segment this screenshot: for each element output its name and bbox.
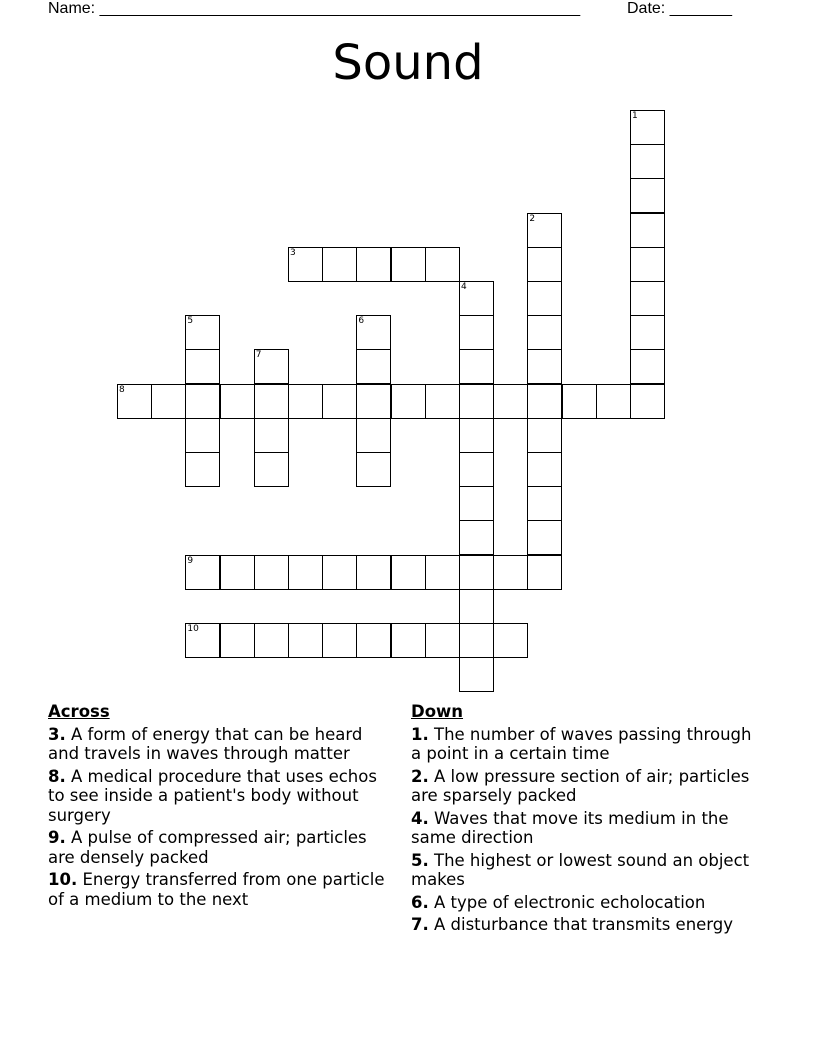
crossword-cell[interactable] — [630, 281, 665, 316]
crossword-cell[interactable] — [630, 178, 665, 213]
clue-number: 10. — [48, 870, 78, 889]
clue-number: 6. — [411, 892, 429, 912]
crossword-cell[interactable] — [493, 384, 528, 419]
crossword-cell[interactable] — [356, 384, 391, 419]
crossword-cell[interactable] — [459, 520, 494, 555]
clue-down-1 — [411, 725, 761, 764]
crossword-cell[interactable] — [527, 247, 562, 282]
crossword-cell[interactable] — [185, 349, 220, 384]
clue-text: A type of electronic echolocation — [434, 892, 706, 912]
crossword-cell[interactable] — [630, 110, 665, 145]
crossword-cell[interactable] — [527, 384, 562, 419]
crossword-cell[interactable] — [391, 384, 426, 419]
crossword-cell[interactable] — [254, 555, 289, 590]
crossword-cell[interactable] — [459, 452, 494, 487]
crossword-cell[interactable] — [185, 384, 220, 419]
crossword-cell[interactable] — [391, 247, 426, 282]
crossword-cell[interactable] — [562, 384, 597, 419]
crossword-cell[interactable] — [254, 452, 289, 487]
crossword-cell[interactable] — [185, 555, 220, 590]
clue-across-8 — [48, 767, 393, 826]
crossword-cell[interactable] — [459, 555, 494, 590]
clue-text: A medical procedure that uses echos to see inside a patient's body without surgery — [48, 766, 377, 825]
crossword-cell[interactable] — [459, 486, 494, 521]
crossword-cell[interactable] — [288, 247, 323, 282]
clue-text: The number of waves passing through a point in a certain time — [411, 724, 752, 763]
clue-down-6 — [411, 893, 761, 913]
crossword-cell[interactable] — [185, 418, 220, 453]
crossword-cell[interactable] — [151, 384, 186, 419]
crossword-cell[interactable] — [527, 418, 562, 453]
crossword-cell[interactable] — [527, 281, 562, 316]
clue-text: The highest or lowest sound an object makes — [411, 850, 750, 889]
clue-number: 5. — [411, 850, 429, 870]
crossword-cell[interactable] — [220, 555, 255, 590]
clue-across-10 — [48, 870, 393, 909]
crossword-cell[interactable] — [185, 315, 220, 350]
crossword-cell[interactable] — [288, 623, 323, 658]
crossword-cell[interactable] — [425, 555, 460, 590]
crossword-cell[interactable] — [117, 384, 152, 419]
cell-number: 8 — [119, 384, 125, 395]
crossword-cell[interactable] — [356, 349, 391, 384]
crossword-cell[interactable] — [630, 247, 665, 282]
crossword-cell[interactable] — [288, 384, 323, 419]
crossword-cell[interactable] — [356, 452, 391, 487]
crossword-cell[interactable] — [493, 623, 528, 658]
clues-across-section — [48, 702, 393, 912]
cell-number: 2 — [529, 213, 536, 224]
crossword-cell[interactable] — [322, 384, 357, 419]
crossword-cell[interactable] — [356, 623, 391, 658]
clue-down-4 — [411, 809, 761, 848]
down-heading: Down — [411, 702, 464, 721]
cell-number: 4 — [461, 282, 467, 292]
crossword-cell[interactable] — [459, 315, 494, 350]
cell-number: 7 — [255, 350, 262, 361]
clue-number: 9. — [48, 828, 66, 847]
crossword-cell[interactable] — [527, 315, 562, 350]
crossword-cell[interactable] — [459, 349, 494, 384]
date-field[interactable]: Date: _______ — [627, 0, 732, 17]
crossword-cell[interactable] — [322, 555, 357, 590]
crossword-cell[interactable] — [254, 418, 289, 453]
crossword-cell[interactable] — [254, 623, 289, 658]
crossword-cell[interactable] — [527, 520, 562, 555]
crossword-cell[interactable] — [322, 247, 357, 282]
crossword-cell[interactable] — [356, 247, 391, 282]
crossword-cell[interactable] — [459, 384, 494, 419]
crossword-cell[interactable] — [527, 349, 562, 384]
name-field[interactable]: Name: ______________________________________________________ — [48, 0, 581, 17]
clue-number: 1. — [411, 724, 429, 744]
crossword-cell[interactable] — [288, 555, 323, 590]
crossword-cell[interactable] — [254, 384, 289, 419]
clue-down-7 — [411, 915, 761, 935]
crossword-cell[interactable] — [630, 144, 665, 179]
cell-number: 5 — [187, 316, 194, 327]
clue-text: Waves that move its medium in the same direction — [411, 808, 729, 847]
crossword-cell[interactable] — [356, 315, 391, 350]
crossword-cell[interactable] — [459, 418, 494, 453]
clue-down-5 — [411, 851, 761, 890]
cell-number: 9 — [187, 555, 194, 566]
crossword-cell[interactable] — [527, 452, 562, 487]
crossword-cell[interactable] — [527, 486, 562, 521]
crossword-cell[interactable] — [459, 657, 494, 692]
crossword-cell[interactable] — [630, 315, 665, 350]
crossword-cell[interactable] — [185, 623, 220, 658]
crossword-cell[interactable] — [459, 281, 494, 316]
crossword-cell[interactable] — [425, 384, 460, 419]
cell-number: 1 — [632, 111, 638, 121]
clue-text: A low pressure section of air; particles are sparsely packed — [411, 766, 750, 805]
clue-number: 4. — [411, 808, 429, 828]
crossword-cell[interactable] — [596, 384, 631, 419]
cell-number: 10 — [187, 624, 199, 634]
clue-text: A form of energy that can be heard and travels in waves through matter — [48, 724, 363, 763]
crossword-cell[interactable] — [391, 555, 426, 590]
clue-down-2 — [411, 767, 761, 806]
crossword-cell[interactable] — [425, 247, 460, 282]
crossword-cell[interactable] — [185, 452, 220, 487]
crossword-cell[interactable] — [322, 623, 357, 658]
clue-number: 3. — [48, 724, 66, 744]
crossword-cell[interactable] — [254, 349, 289, 384]
clue-text: A pulse of compressed air; particles are densely packed — [48, 828, 367, 867]
clue-number: 7. — [411, 915, 429, 934]
cell-number: 6 — [358, 316, 365, 327]
clue-number: 8. — [48, 766, 66, 786]
crossword-cell[interactable] — [356, 555, 391, 590]
crossword-cell[interactable] — [220, 623, 255, 658]
crossword-cell[interactable] — [630, 349, 665, 384]
across-heading: Across — [48, 702, 110, 721]
crossword-cell[interactable] — [356, 418, 391, 453]
crossword-cell[interactable] — [459, 589, 494, 624]
crossword-cell[interactable] — [493, 555, 528, 590]
crossword-cell[interactable] — [630, 213, 665, 248]
crossword-cell[interactable] — [527, 555, 562, 590]
crossword-cell[interactable] — [459, 623, 494, 658]
clues-down-section — [411, 702, 761, 938]
crossword-cell[interactable] — [527, 213, 562, 248]
crossword-cell[interactable] — [630, 384, 665, 419]
clue-text: Energy transferred from one particle of a medium to the next — [48, 870, 385, 909]
crossword-cell[interactable] — [425, 623, 460, 658]
page-title: Sound — [332, 35, 484, 91]
cell-number: 3 — [290, 247, 296, 258]
clue-across-3 — [48, 725, 393, 764]
crossword-cell[interactable] — [220, 384, 255, 419]
clue-across-9 — [48, 828, 393, 867]
clue-number: 2. — [411, 766, 429, 786]
clue-text: A disturbance that transmits energy — [434, 915, 734, 934]
crossword-cell[interactable] — [391, 623, 426, 658]
